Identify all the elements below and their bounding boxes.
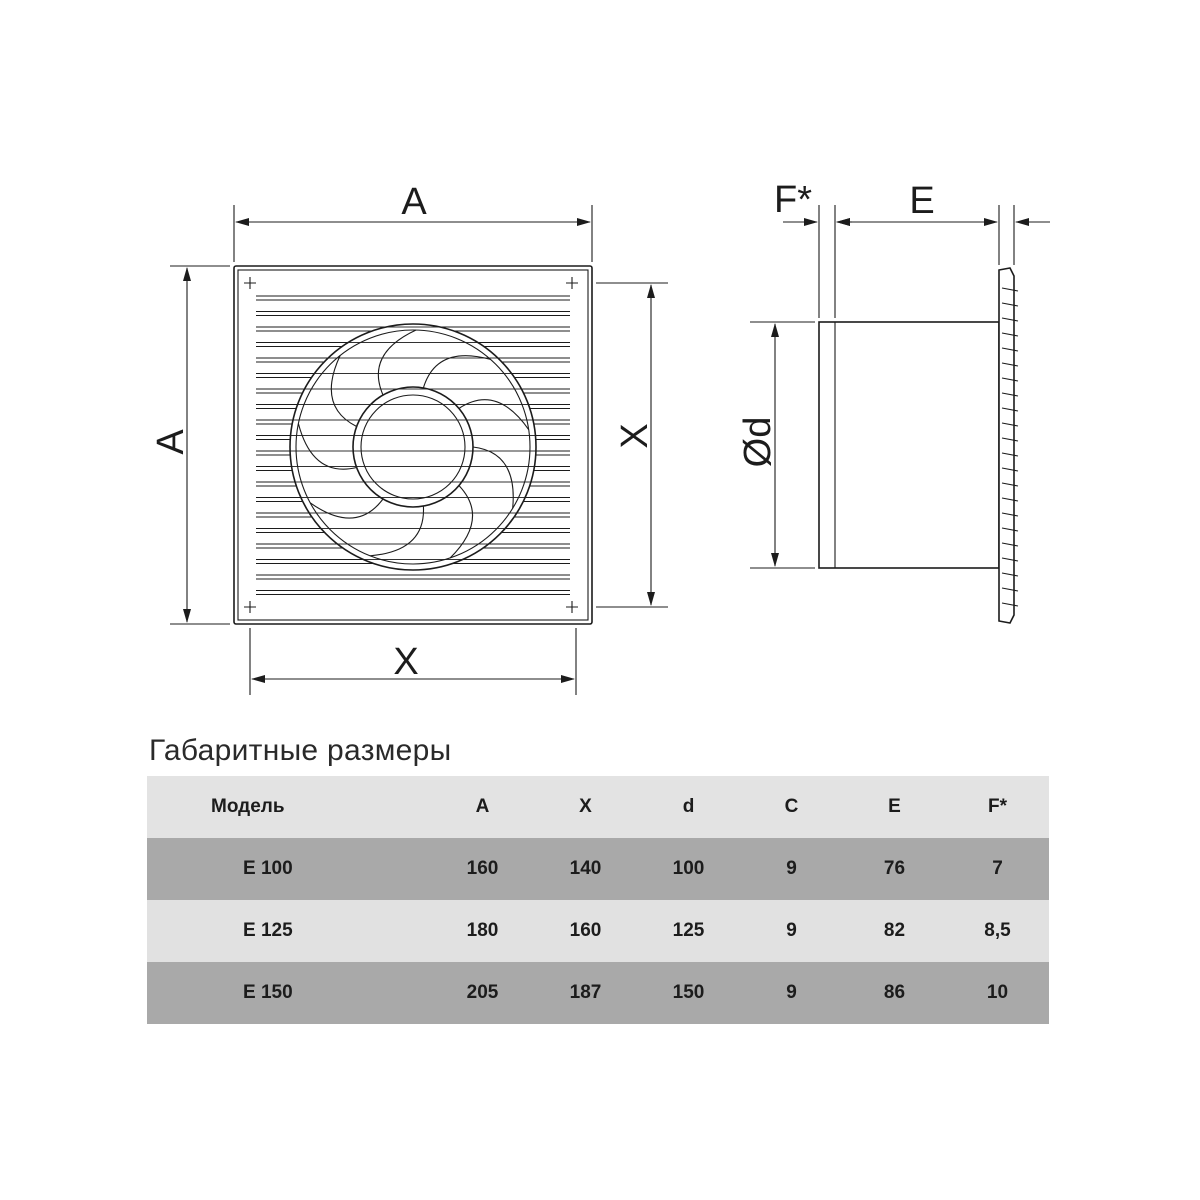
- cell-d: 150: [672, 982, 705, 1003]
- cell-x: 187: [569, 982, 602, 1003]
- cell-f: 7: [992, 858, 1003, 879]
- side-view: [737, 179, 1050, 623]
- cell-d: 100: [672, 858, 705, 879]
- front-view: [150, 181, 668, 695]
- cell-c: 9: [786, 982, 797, 1003]
- dim-x-right-label: X: [614, 423, 656, 449]
- cell-x: 160: [569, 920, 602, 941]
- cell-model: E 125: [243, 920, 293, 941]
- cell-d: 125: [672, 920, 705, 941]
- header-c: C: [784, 796, 799, 817]
- table-row: [147, 838, 1049, 900]
- header-e: E: [888, 796, 901, 817]
- cell-f: 8,5: [984, 920, 1011, 941]
- cell-model: E 100: [243, 858, 293, 879]
- header-d: d: [682, 796, 695, 817]
- header-x: X: [579, 796, 592, 817]
- dim-f-label: F*: [774, 179, 812, 221]
- grille-profile: [999, 268, 1014, 623]
- cell-f: 10: [986, 982, 1009, 1003]
- cell-a: 180: [466, 920, 499, 941]
- cell-e: 86: [883, 982, 906, 1003]
- header-f: F*: [988, 796, 1007, 817]
- dim-a-left-label: A: [150, 429, 192, 455]
- dim-e-label: E: [909, 180, 935, 222]
- dim-d-label: Ød: [737, 416, 779, 468]
- cell-e: 76: [883, 858, 906, 879]
- cell-c: 9: [786, 920, 797, 941]
- cell-c: 9: [786, 858, 797, 879]
- dim-a-top-label: A: [401, 181, 427, 223]
- cell-a: 205: [466, 982, 499, 1003]
- table-title: Габаритные размеры: [149, 734, 452, 767]
- cell-e: 82: [883, 920, 906, 941]
- duct-body: [819, 322, 999, 568]
- table-row: [147, 962, 1049, 1024]
- table-header-row: [147, 776, 1049, 838]
- table-row: [147, 900, 1049, 962]
- header-a: A: [475, 796, 490, 817]
- cell-a: 160: [466, 858, 499, 879]
- header-model: Модель: [211, 796, 285, 817]
- cell-model: E 150: [243, 982, 293, 1003]
- dimensions-table: [147, 776, 1049, 1024]
- cell-x: 140: [569, 858, 602, 879]
- dim-x-bottom-label: X: [393, 641, 419, 683]
